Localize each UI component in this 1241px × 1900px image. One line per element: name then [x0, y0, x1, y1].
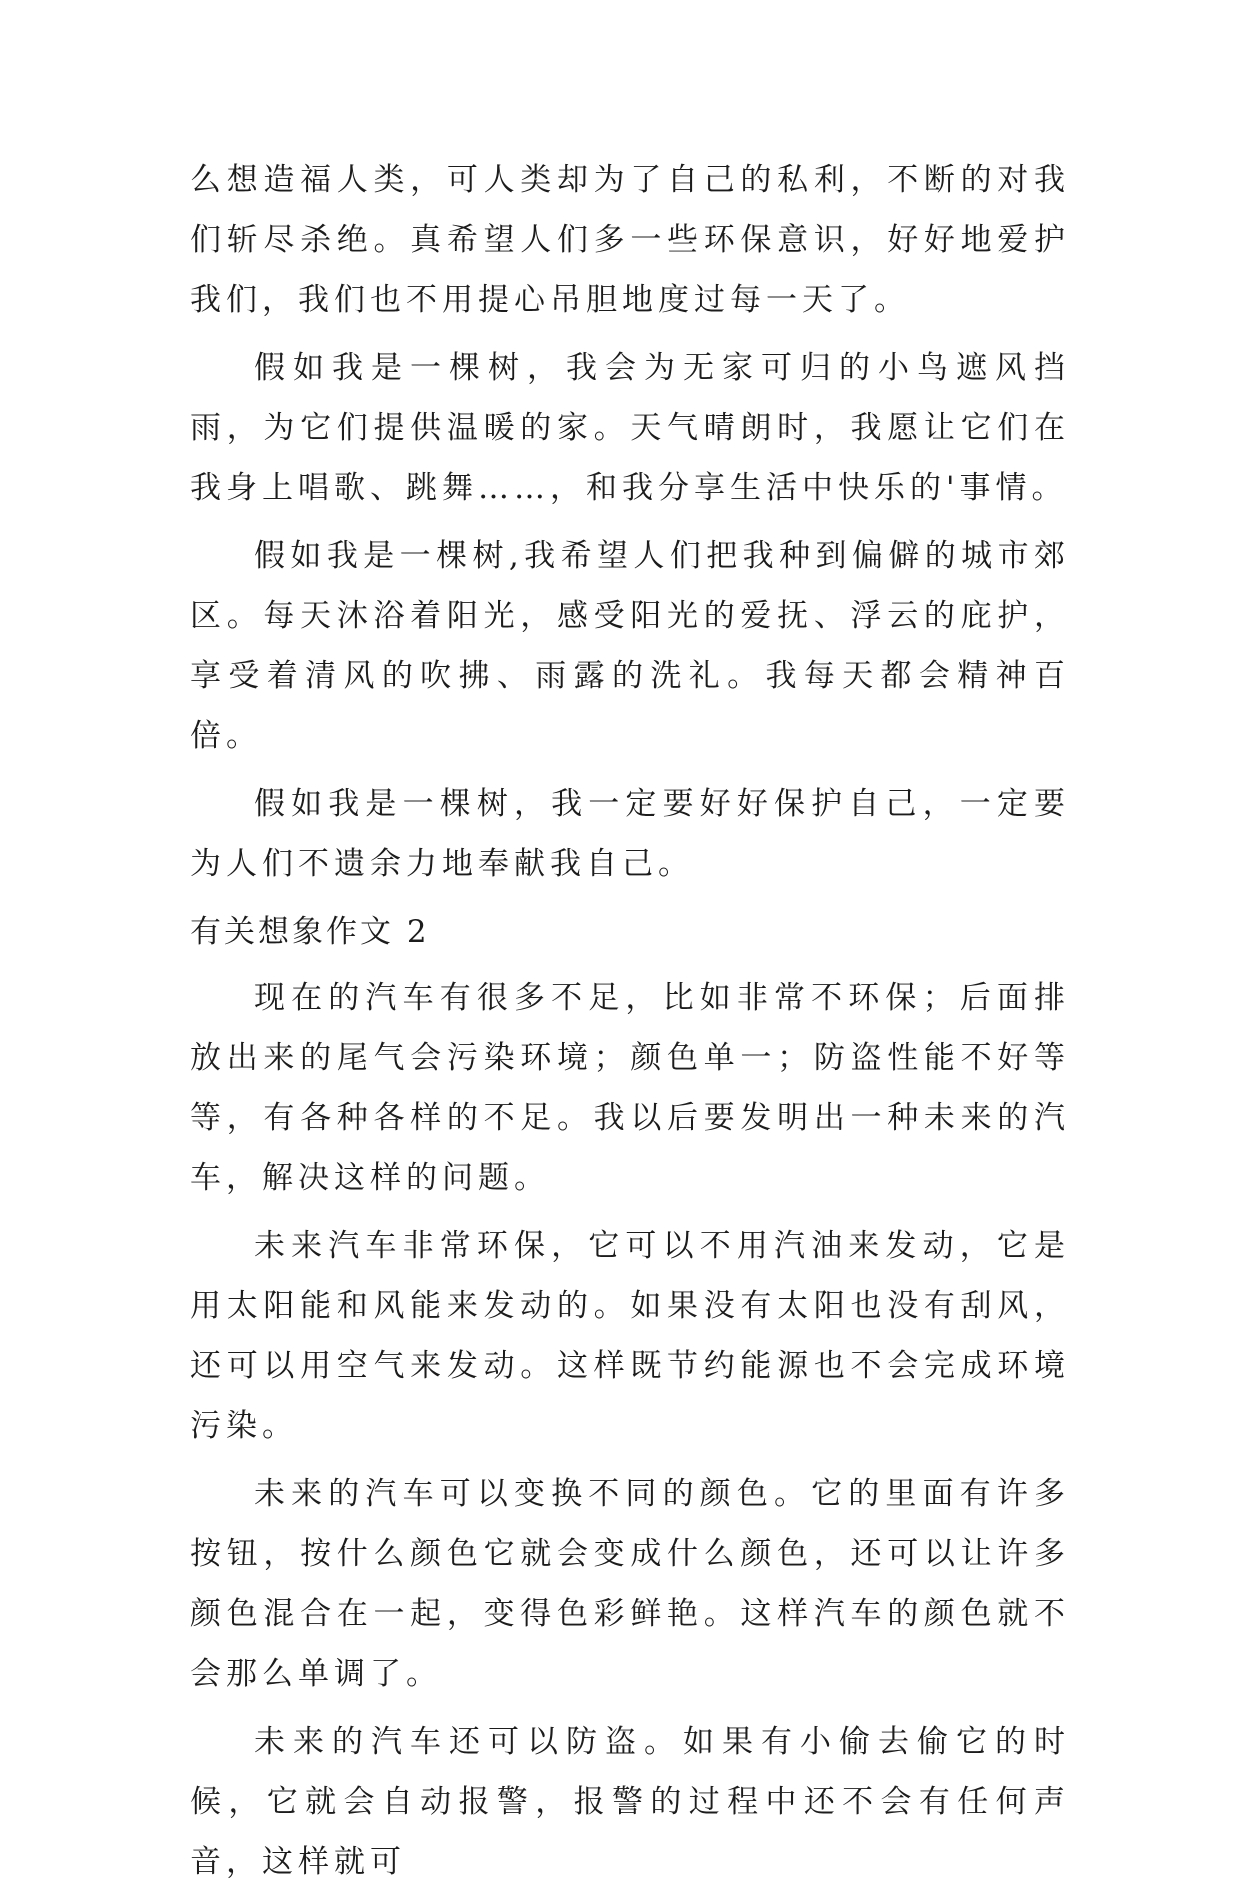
- paragraph-1: 么想造福人类，可人类却为了自己的私利，不断的对我们斩尽杀绝。真希望人们多一些环保意识，好好地爱护我们，我们也不用提心吊胆地度过每一天了。: [190, 162, 1070, 318]
- paragraph-7: 未来的汽车可以变换不同的颜色。它的里面有许多按钮，按什么颜色它就会变成什么颜色，还可以让许多颜色混合在一起，变得色彩鲜艳。这样汽车的颜色就不会那么单调了。: [190, 1476, 1070, 1692]
- paragraph-2: 假如我是一棵树，我会为无家可归的小鸟遮风挡雨，为它们提供温暖的家。天气晴朗时，我愿让它们在我身上唱歌、跳舞……，和我分享生活中快乐的'事情。: [190, 350, 1070, 506]
- paragraph-5: 现在的汽车有很多不足，比如非常不环保；后面排放出来的尾气会污染环境；颜色单一；防盗性能不好等等，有各种各样的不足。我以后要发明出一种未来的汽车，解决这样的问题。: [190, 980, 1070, 1196]
- paragraph-3: 假如我是一棵树,我希望人们把我种到偏僻的城市郊区。每天沐浴着阳光，感受阳光的爱抚、浮云的庇护，享受着清风的吹拂、雨露的洗礼。我每天都会精神百倍。: [190, 538, 1070, 754]
- paragraph-4: 假如我是一棵树，我一定要好好保护自己，一定要为人们不遗余力地奉献我自己。: [190, 786, 1070, 882]
- section-heading: 有关想象作文 2: [190, 914, 430, 950]
- paragraph-6: 未来汽车非常环保，它可以不用汽油来发动，它是用太阳能和风能来发动的。如果没有太阳也没有刮风，还可以用空气来发动。这样既节约能源也不会完成环境污染。: [190, 1228, 1070, 1444]
- paragraph-8: 未来的汽车还可以防盗。如果有小偷去偷它的时候，它就会自动报警，报警的过程中还不会有任何声音，这样就可: [190, 1724, 1070, 1880]
- document-body: [190, 150, 1070, 1900]
